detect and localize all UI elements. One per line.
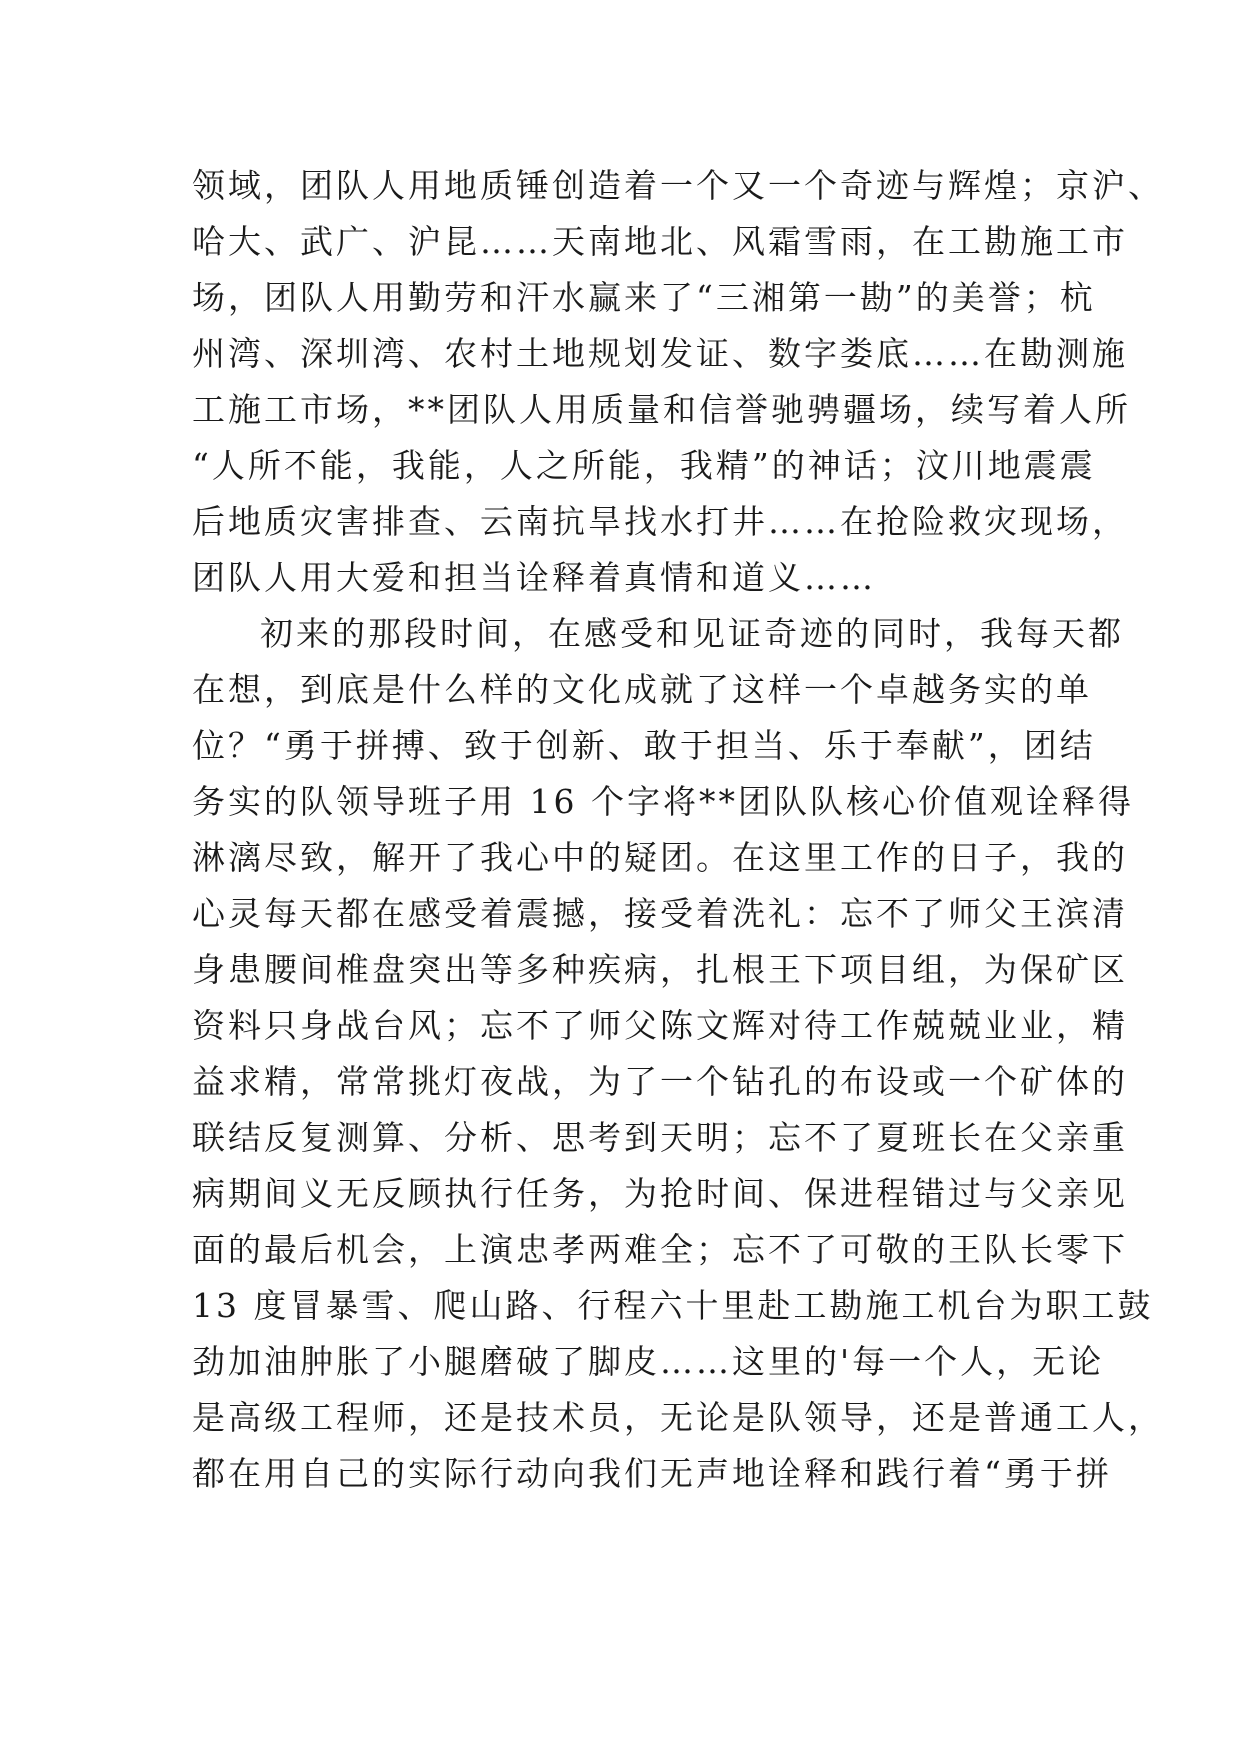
text-line: 团队人用大爱和担当诠释着真情和道义…… [192, 558, 876, 597]
text-line: 心灵每天都在感受着震撼，接受着洗礼：忘不了师父王滨清 [192, 894, 1128, 933]
text-line: 哈大、武广、沪昆……天南地北、风霜雪雨，在工勘施工市 [192, 222, 1128, 261]
text-line: 病期间义无反顾执行任务，为抢时间、保进程错过与父亲见 [192, 1174, 1128, 1213]
text-line: 后地质灾害排查、云南抗旱找水打井……在抢险救灾现场， [192, 502, 1128, 541]
paragraph-2 [192, 606, 1164, 1502]
text-line: 在想，到底是什么样的文化成就了这样一个卓越务实的单 [192, 670, 1092, 709]
text-line: 益求精，常常挑灯夜战，为了一个钻孔的布设或一个矿体的 [192, 1062, 1128, 1101]
text-line: 工施工市场，**团队人用质量和信誉驰骋疆场，续写着人所 [192, 390, 1131, 429]
text-line: 资料只身战台风；忘不了师父陈文辉对待工作兢兢业业，精 [192, 1006, 1128, 1045]
text-line: 位？“勇于拼搏、致于创新、敢于担当、乐于奉献”，团结 [192, 726, 1096, 765]
text-line: 是高级工程师，还是技术员，无论是队领导，还是普通工人， [192, 1398, 1164, 1437]
paragraph-1 [192, 158, 1164, 606]
text-line: 场，团队人用勤劳和汗水赢来了“三湘第一勘”的美誉；杭 [192, 278, 1096, 317]
text-line: 13 度冒暴雪、爬山路、行程六十里赴工勘施工机台为职工鼓 [192, 1286, 1154, 1325]
text-line: 都在用自己的实际行动向我们无声地诠释和践行着“勇于拼 [192, 1454, 1112, 1493]
text-line: 面的最后机会，上演忠孝两难全；忘不了可敬的王队长零下 [192, 1230, 1128, 1269]
text-line: 务实的队领导班子用 16 个字将**团队队核心价值观诠释得 [192, 782, 1134, 821]
text-line: 领域，团队人用地质锤创造着一个又一个奇迹与辉煌；京沪、 [192, 166, 1164, 205]
text-line: 淋漓尽致，解开了我心中的疑团。在这里工作的日子，我的 [192, 838, 1128, 877]
text-line: 州湾、深圳湾、农村土地规划发证、数字娄底……在勘测施 [192, 334, 1128, 373]
text-line: 劲加油肿胀了小腿磨破了脚皮……这里的'每一个人，无论 [192, 1342, 1105, 1381]
text-line: 联结反复测算、分析、思考到天明；忘不了夏班长在父亲重 [192, 1118, 1128, 1157]
text-line: 初来的那段时间，在感受和见证奇迹的同时，我每天都 [260, 614, 1124, 653]
text-line: “人所不能，我能，人之所能，我精”的神话；汶川地震震 [192, 446, 1096, 485]
document-body [192, 158, 1164, 1502]
text-line: 身患腰间椎盘突出等多种疾病，扎根王下项目组，为保矿区 [192, 950, 1128, 989]
